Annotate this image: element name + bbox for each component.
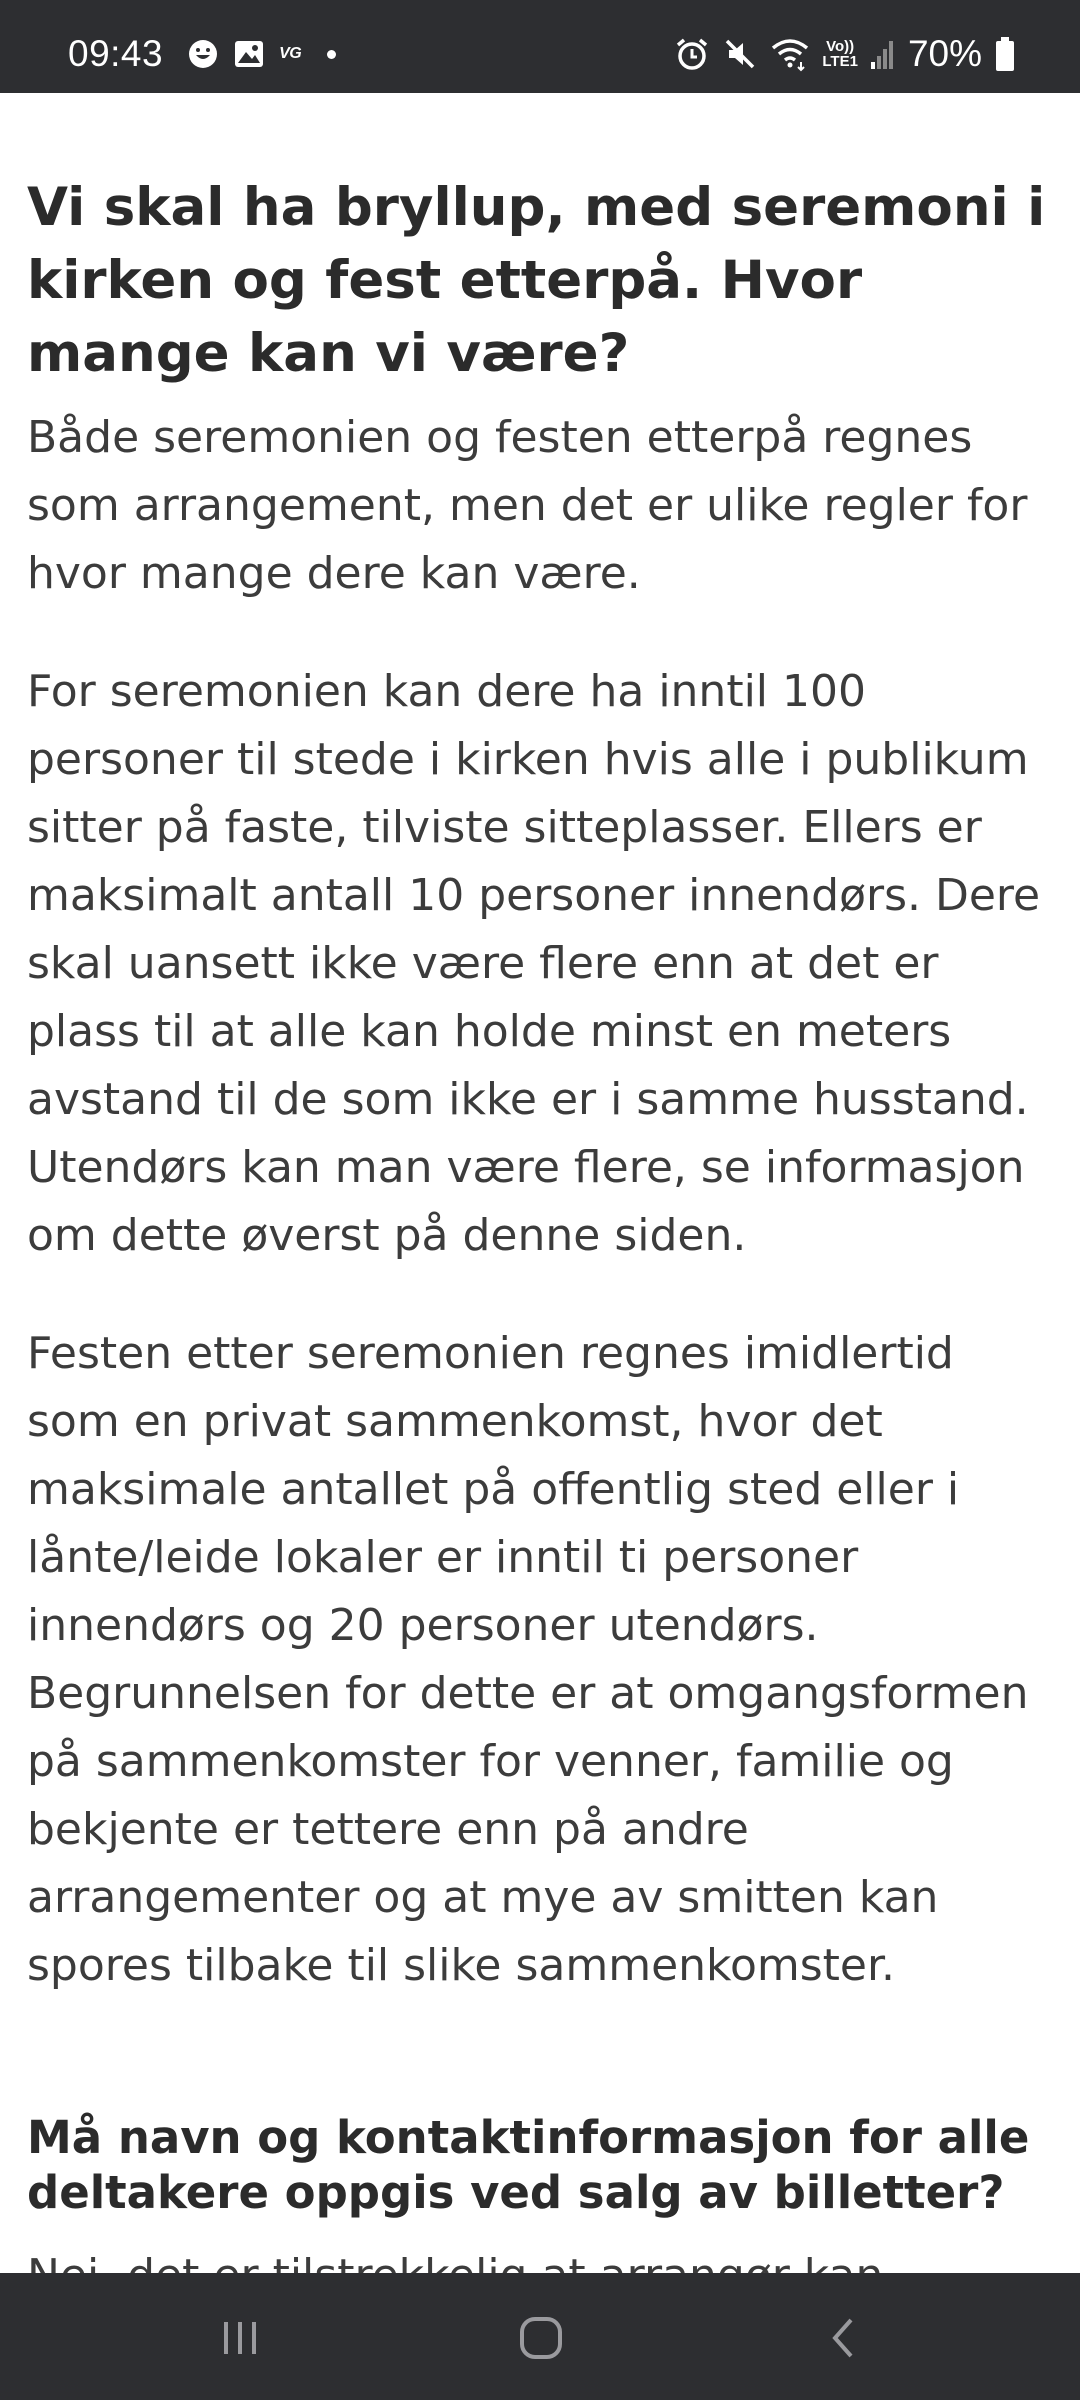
clock: 09:43: [68, 33, 164, 74]
article-content[interactable]: [0, 93, 1080, 2273]
home-icon: [517, 2314, 565, 2362]
question-heading-contact-info: Må navn og kontaktinformasjon for alle deltakere oppgis ved salg av billetter?: [27, 2111, 1030, 2219]
back-button[interactable]: [783, 2293, 903, 2383]
wifi-icon: [770, 36, 810, 72]
vg-app-icon: VG: [279, 45, 302, 62]
recent-apps-button[interactable]: [180, 2293, 300, 2383]
image-icon: [233, 38, 265, 70]
status-right: [674, 0, 1016, 108]
navigation-bar: [0, 2273, 1080, 2400]
volte-indicator: [822, 39, 858, 69]
signal-icon: [870, 38, 896, 70]
face-icon: [187, 38, 219, 70]
battery-icon: [994, 36, 1016, 72]
question-heading-wedding: Vi skal ha bryllup, med seremoni i kirken og fest etterpå. Hvor mange kan vi være?: [27, 177, 1046, 384]
article-body: [0, 93, 1080, 2378]
answer-paragraph-2: For seremonien kan dere ha inntil 100 personer til stede i kirken hvis alle i publikum sitter på faste, tilviste sitteplasser. Ellers er maksimalt antall 10 personer innendørs. Dere skal uansett ikke være flere enn at det er plass til at alle kan holde minst en meters avstand til de som ikke er i samme husstand. Utendørs kan man være flere, se informasjon om dette øverst på denne siden.: [27, 666, 1041, 1261]
dot-icon: [327, 50, 336, 59]
home-button[interactable]: [481, 2293, 601, 2383]
answer-paragraph-3: Festen etter seremonien regnes imidlertid som en privat sammenkomst, hvor det maksimale antallet på offentlig sted eller i lånte/leide lokaler er inntil ti personer innendørs og 20 personer utendørs. Begrunnelsen for dette er at omgangsformen på sammenkomster for venner, familie og bekjente er tettere enn på andre arrangementer og at mye av smitten kan spores tilbake til slike sammenkomster.: [27, 1328, 1029, 1991]
recent-apps-icon: [218, 2316, 262, 2360]
back-icon: [821, 2314, 865, 2362]
battery-percent: 70%: [907, 33, 982, 74]
status-left: [68, 0, 336, 108]
mute-icon: [722, 36, 758, 72]
status-bar: [0, 0, 1080, 93]
volte-label-bottom: LTE1: [822, 53, 858, 70]
volte-label-top: Vo)): [826, 38, 855, 55]
alarm-icon: [674, 36, 710, 72]
answer-paragraph-1: Både seremonien og festen etterpå regnes som arrangement, men det er ulike regler for hvor mange dere kan være.: [27, 412, 1028, 599]
